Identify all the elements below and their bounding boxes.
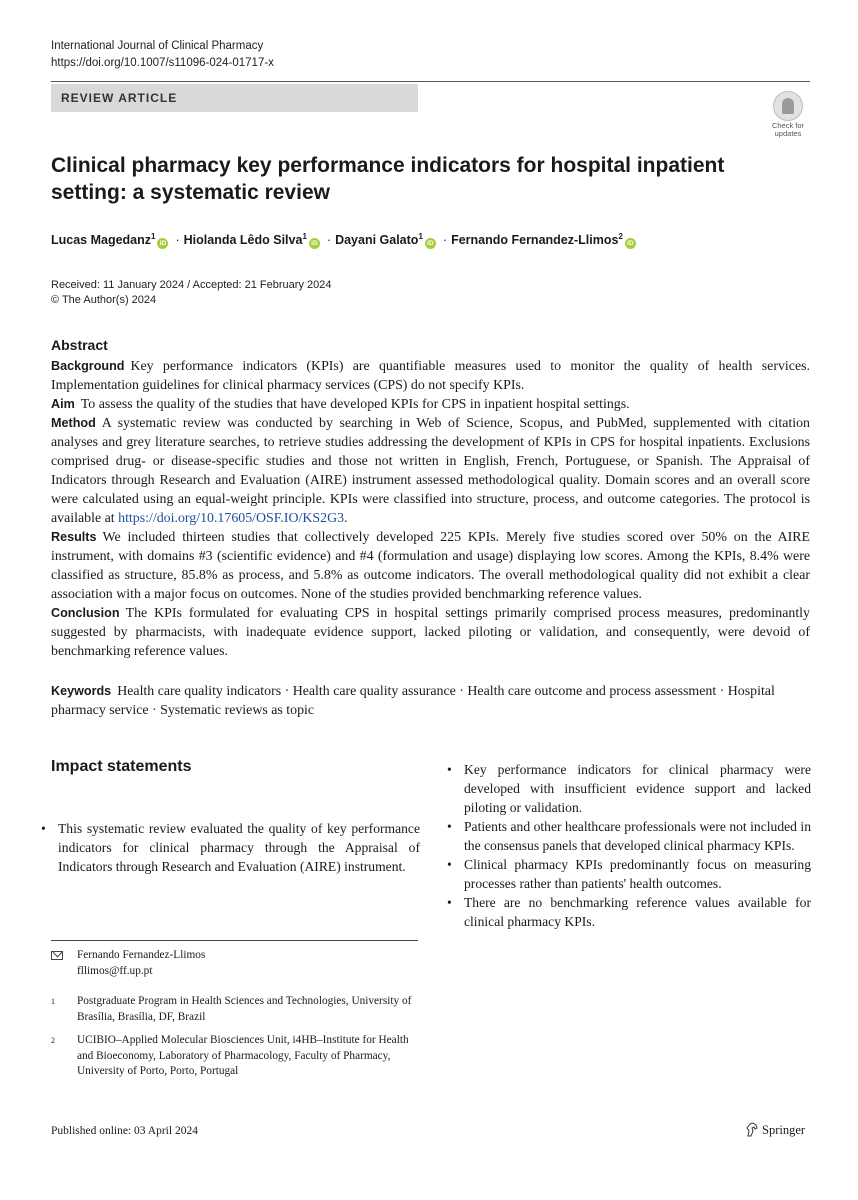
orcid-icon[interactable]: iD	[425, 238, 436, 249]
orcid-icon[interactable]: iD	[309, 238, 320, 249]
list-item: • Key performance indicators for clinical pharmacy were developed with insufficient evidence support and lacked piloting or validation.	[443, 760, 811, 817]
author-separator: ·	[326, 233, 332, 247]
abstract-conclusion	[51, 604, 810, 661]
doi-link[interactable]: https://doi.org/10.1007/s11096-024-01717-x	[51, 57, 274, 69]
author-affiliation-mark: 2	[618, 231, 623, 241]
check-updates-caption: Check for updates	[771, 121, 805, 138]
aim-text: To assess the quality of the studies that have developed KPIs for CPS in inpatient hospital settings.	[80, 397, 630, 412]
results-text: We included thirteen studies that collectively developed 225 KPIs. Merely five studies scored over 50% on the AIRE instrument, with domains #3 (scientific evidence) and #4 (formulation and usage) displaying low scores. Among the KPIs, 8.4% were classified as structure, 85.8% as process, and 5.8% as outcome indicators. The overall methodological quality did not exhibit a clear association with a major focus on outcomes. None of the studies provided benchmarking reference values.	[51, 530, 810, 602]
article-title: Clinical pharmacy key performance indicators for hospital inpatient setting: a systematic review	[51, 154, 725, 204]
keywords-text: Health care quality indicators · Health care quality assurance · Health care outcome and process assessment · Hospital pharmacy service · Systematic reviews as topic	[51, 684, 775, 718]
method-end: .	[344, 511, 348, 526]
affiliation-2	[51, 1033, 417, 1080]
affiliation-1	[51, 994, 417, 1025]
author-affiliation-mark: 1	[151, 231, 156, 241]
affiliation-text: Postgraduate Program in Health Sciences and Technologies, University of Brasília, Brasília, DF, Brazil	[77, 995, 412, 1023]
abstract-body	[51, 357, 810, 661]
affiliation-number: 1	[51, 997, 55, 1006]
check-updates-icon	[773, 91, 803, 121]
aim-label: Aim	[51, 397, 75, 411]
abstract-background	[51, 357, 810, 395]
check-for-updates-badge[interactable]	[766, 91, 810, 137]
envelope-icon	[51, 951, 63, 960]
author-separator: ·	[175, 233, 180, 247]
keywords-section	[51, 682, 810, 720]
background-text: Key performance indicators (KPIs) are quantifiable measures used to monitor the quality of health services. Implementation guidelines for clinical pharmacy services (CPS) do not specify KPIs.	[51, 359, 810, 393]
author-name: Lucas Magedanz	[51, 233, 152, 247]
orcid-icon[interactable]: iD	[625, 238, 636, 249]
journal-name: International Journal of Clinical Pharmacy	[51, 40, 264, 52]
keywords-label: Keywords	[51, 684, 112, 698]
header-rule	[51, 81, 810, 82]
abstract-method	[51, 414, 810, 528]
article-type-label: REVIEW ARTICLE	[61, 91, 178, 105]
author-affiliation-mark: 1	[418, 231, 423, 241]
affiliation-text: UCIBIO–Applied Molecular Biosciences Unit, i4HB–Institute for Health and Bioeconomy, Laboratory of Pharmacology, Faculty of Pharmacy, University of Porto, Porto, Portugal	[77, 1034, 409, 1077]
journal-header	[51, 38, 274, 72]
author-name: Fernando Fernandez-Llimos	[451, 233, 619, 247]
method-label: Method	[51, 416, 96, 430]
author-name: Dayani Galato	[335, 233, 419, 247]
author-affiliation-mark: 1	[302, 231, 307, 241]
list-item: • There are no benchmarking reference values available for clinical pharmacy KPIs.	[443, 893, 811, 931]
method-text: A systematic review was conducted by searching in Web of Science, Scopus, and PubMed, supplemented with citation analyses and grey literature searches, to retrieve studies addressing the development of KPIs in CPS for hospital inpatients. Exclusions comprised drug- or disease-specific studies and those not written in English, French, Portuguese, or Spanish. The Appraisal of Indicators through Research and Evaluation (AIRE) instrument assessed methodological quality. Domain scores and an overall score were calculated using an equal-weight principle. KPIs were classified into structure, process, and outcome categories. The protocol is available at	[51, 416, 810, 526]
background-label: Background	[51, 359, 125, 373]
corresponding-email[interactable]: fllimos@ff.up.pt	[77, 964, 153, 977]
conclusion-label: Conclusion	[51, 606, 120, 620]
list-item: • Clinical pharmacy KPIs predominantly focus on measuring processes rather than patients' health outcomes.	[443, 855, 811, 893]
article-type-banner	[51, 84, 418, 112]
footnote-rule	[51, 940, 418, 941]
author-name: Hiolanda Lêdo Silva	[183, 233, 303, 247]
article-dates	[51, 278, 331, 308]
affiliation-number: 2	[51, 1036, 55, 1045]
corresponding-author	[51, 948, 205, 979]
published-online-date: Published online: 03 April 2024	[51, 1125, 198, 1137]
abstract-results	[51, 528, 810, 604]
abstract-aim	[51, 395, 810, 414]
orcid-icon[interactable]: iD	[157, 238, 168, 249]
author-separator: ·	[442, 233, 448, 247]
publisher-logo	[745, 1122, 805, 1138]
impact-list-right	[443, 760, 811, 931]
springer-horse-icon	[745, 1122, 759, 1137]
list-item: • Patients and other healthcare professionals were not included in the consensus panels that developed clinical pharmacy KPIs.	[443, 817, 811, 855]
corresponding-name: Fernando Fernandez-Llimos	[77, 949, 206, 961]
protocol-link[interactable]: https://doi.org/10.17605/OSF.IO/KS2G3	[118, 511, 345, 526]
list-item: • This systematic review evaluated the quality of key performance indicators for clinical pharmacy through the Appraisal of Indicators through Research and Evaluation (AIRE) instrument.	[37, 819, 420, 876]
publisher-name: Springer	[762, 1123, 806, 1137]
impact-list-left	[37, 819, 420, 876]
conclusion-text: The KPIs formulated for evaluating CPS in hospital settings primarily comprised process measures, predominantly suggested by pharmacists, with inadequate evidence support, lacked piloting or validation, and consequently, were devoid of benchmarking reference values.	[51, 606, 810, 659]
impact-statements-heading: Impact statements	[51, 758, 192, 775]
author-list	[51, 233, 639, 249]
results-label: Results	[51, 530, 97, 544]
abstract-heading: Abstract	[51, 337, 108, 353]
received-accepted-dates: Received: 11 January 2024 / Accepted: 21 February 2024	[51, 279, 332, 291]
copyright-notice: © The Author(s) 2024	[51, 294, 157, 306]
